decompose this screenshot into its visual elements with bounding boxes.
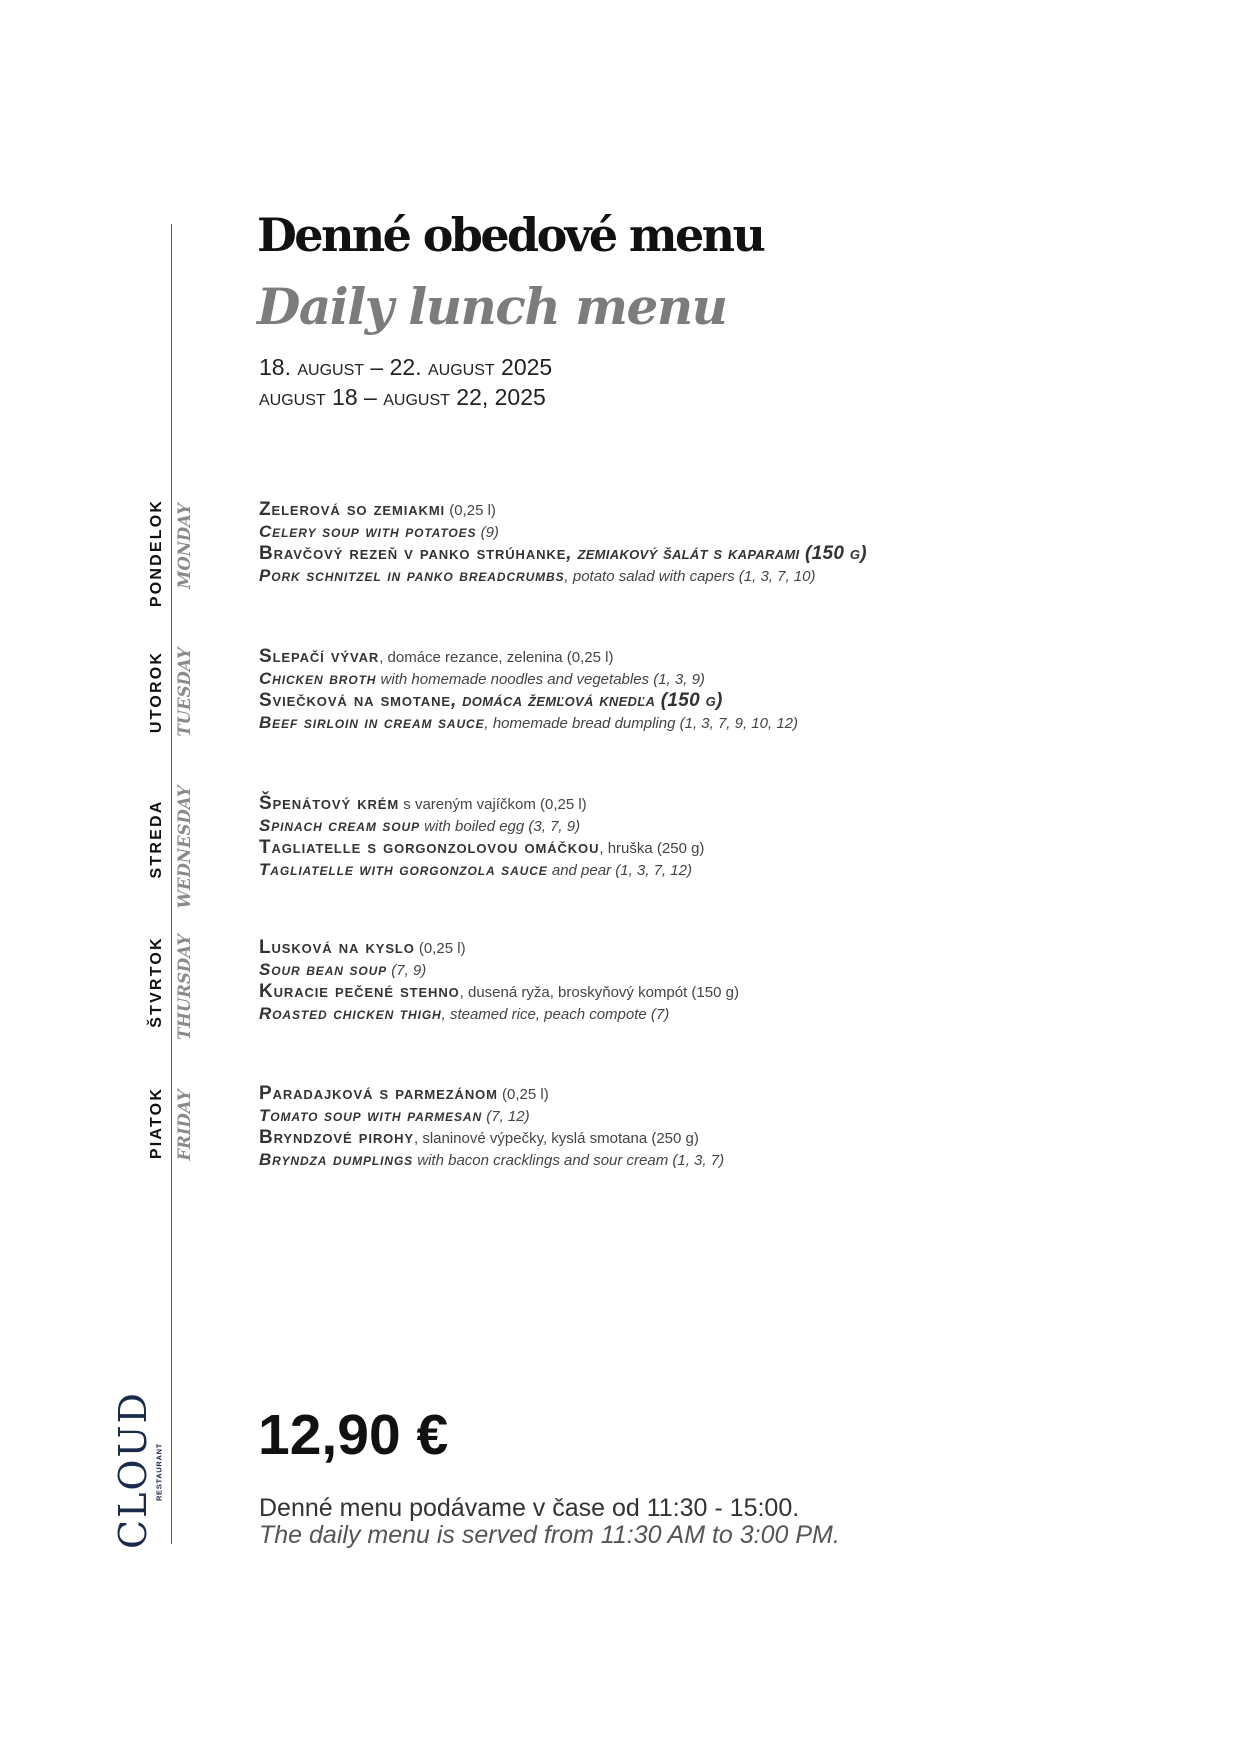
day-label-wednesday-sk: STREDA [148, 799, 165, 879]
date-range-sk: 18. august – 22. august 2025 [259, 354, 553, 380]
soup-en: Chicken broth with homemade noodles and vegetables (1, 3, 9) [259, 669, 705, 688]
main-en: Beef sirloin in cream sauce, homemade bread dumpling (1, 3, 7, 9, 10, 12) [259, 713, 799, 732]
soup-sk: Špenátový krém s vareným vajíčkom (0,25 l) [259, 793, 587, 814]
soup-sk: Lusková na kyslo (0,25 l) [259, 937, 466, 958]
soup-sk: Slepačí vývar, domáce rezance, zelenina (0,25 l) [259, 646, 614, 667]
cloud-logo: CLOUD [111, 1391, 155, 1549]
soup-en: Tomato soup with parmesan (7, 12) [259, 1106, 530, 1125]
page-subtitle: Daily lunch menu [257, 277, 727, 336]
vertical-divider [171, 224, 172, 1544]
day-menu-monday [259, 499, 1159, 587]
main-sk: Kuracie pečené stehno, dusená ryža, broskyňový kompót (150 g) [259, 981, 739, 1002]
main-en: Roasted chicken thigh, steamed rice, peach compote (7) [259, 1004, 670, 1023]
day-label-tuesday-en: TUESDAY [174, 647, 194, 737]
main-en: Pork schnitzel in panko breadcrumbs, potato salad with capers (1, 3, 7, 10) [259, 566, 816, 585]
day-label-tuesday-sk: UTOROK [148, 650, 165, 734]
day-label-monday-sk: PONDELOK [148, 498, 165, 608]
day-menu-tuesday [259, 646, 1159, 734]
day-menu-thursday [259, 937, 1159, 1025]
serving-hours-sk: Denné menu podávame v čase od 11:30 - 15:00. [259, 1494, 800, 1522]
day-label-monday-en: MONDAY [174, 503, 194, 589]
page-title: Denné obedové menu [257, 208, 764, 262]
soup-sk: Paradajková s parmezánom (0,25 l) [259, 1083, 549, 1104]
day-label-friday-sk: PIATOK [148, 1086, 165, 1160]
main-sk: Tagliatelle s gorgonzolovou omáčkou, hruška (250 g) [259, 837, 705, 858]
serving-hours-en: The daily menu is served from 11:30 AM to 3:00 PM. [259, 1521, 840, 1549]
main-en: Tagliatelle with gorgonzola sauce and pear (1, 3, 7, 12) [259, 860, 692, 879]
date-range-en: august 18 – august 22, 2025 [259, 384, 546, 410]
day-label-thursday-sk: ŠTVRTOK [148, 936, 165, 1028]
day-menu-friday [259, 1083, 1159, 1171]
soup-en: Sour bean soup (7, 9) [259, 960, 427, 979]
soup-en: Celery soup with potatoes (9) [259, 522, 499, 541]
main-sk: Bryndzové pirohy, slaninové výpečky, kyslá smotana (250 g) [259, 1127, 699, 1148]
day-label-wednesday-en: WEDNESDAY [174, 785, 194, 909]
soup-en: Spinach cream soup with boiled egg (3, 7, 9) [259, 816, 581, 835]
day-menu-wednesday [259, 793, 1159, 881]
day-label-friday-en: FRIDAY [174, 1089, 194, 1161]
main-sk: Bravčový rezeň v panko strúhanke, zemiakový šalát s kaparami (150 g) [259, 543, 867, 564]
logo-subtitle: RESTAURANT [154, 1442, 164, 1502]
main-sk: Sviečková na smotane, domáca žemľová knedľa (150 g) [259, 690, 723, 711]
main-en: Bryndza dumplings with bacon cracklings and sour cream (1, 3, 7) [259, 1150, 725, 1169]
menu-price: 12,90 € [258, 1403, 449, 1467]
day-label-thursday-en: THURSDAY [174, 934, 194, 1040]
soup-sk: Zelerová so zemiakmi (0,25 l) [259, 499, 496, 520]
